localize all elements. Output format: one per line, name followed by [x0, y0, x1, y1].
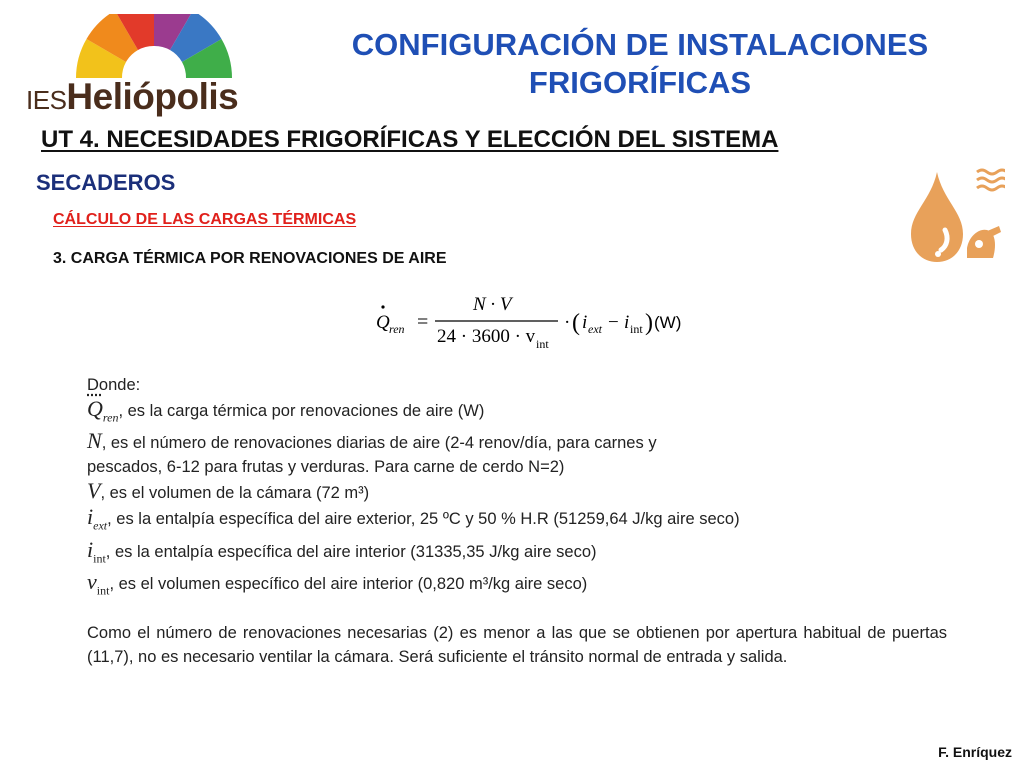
- formula-rparen: ): [645, 310, 653, 336]
- formula-dot-op: ·: [564, 312, 571, 333]
- formula-i-int: i: [624, 312, 630, 333]
- formula-i-ext: i: [582, 312, 588, 333]
- formula-lhs: Q: [376, 312, 390, 333]
- def-n-cont: pescados, 6-12 para frutas y verduras. Para carne de cerdo N=2): [87, 458, 565, 477]
- sym-v-int: $v_{int}$: [87, 569, 110, 598]
- definitions-intro: Donde:: [87, 376, 141, 394]
- item-title: 3. CARGA TÉRMICA POR RENOVACIONES DE AIRE: [53, 250, 447, 267]
- section-title: SECADEROS: [36, 170, 176, 195]
- formula-unit: (W): [654, 313, 682, 332]
- formula-minus: −: [608, 312, 619, 333]
- page-title: [255, 26, 1024, 102]
- def-i-int: $i_{int}$, es la entalpía específica del aire interior (31335,35 J/kg aire seco): [87, 536, 597, 566]
- formula-i-int-sub: int: [630, 322, 643, 336]
- sym-v: V: [87, 478, 101, 504]
- formula-lhs-sub: ren: [389, 322, 405, 336]
- def-v-int: $v_{int}$, es el volumen específico del aire interior (0,820 m³/kg aire seco): [87, 569, 588, 598]
- sym-q-ren: $Q_{ren}$: [87, 396, 119, 425]
- logo: [26, 14, 240, 117]
- drop-steam-icon: [905, 160, 1005, 270]
- logo-brand: Heliópolis: [66, 76, 239, 117]
- sym-i-ext: $i_{ext}$: [87, 504, 108, 533]
- def-n: N, es el número de renovaciones diarias de aire (2-4 renov/día, para carnes y: [87, 428, 657, 454]
- logo-prefix: IES: [26, 85, 67, 115]
- author-footer: F. Enríquez: [938, 744, 1012, 760]
- subsection-title: CÁLCULO DE LAS CARGAS TÉRMICAS: [53, 211, 357, 228]
- def-v: V, es el volumen de la cámara (72 m³): [87, 478, 370, 504]
- logo-text: [26, 76, 238, 118]
- formula-dot: [381, 305, 384, 308]
- sym-i-int: $i_{int}$: [87, 536, 106, 566]
- formula-i-ext-sub: ext: [588, 322, 602, 336]
- formula-denominator: 24 · 3600 · v: [437, 326, 536, 347]
- formula-lparen: (: [572, 310, 580, 336]
- conclusion-text: Como el número de renovaciones necesarias (2) es menor a las que se obtienen por apertura habitual de puertas (11,7), no es necesario ventilar la cámara. Será suficiente el tránsito normal de entrada y salida.: [87, 623, 947, 666]
- def-i-ext: $i_{ext}$, es la entalpía específica del aire exterior, 25 ºC y 50 % H.R (51259,64 J/kg aire seco): [87, 504, 740, 533]
- formula: [372, 290, 692, 352]
- formula-equals: =: [417, 311, 429, 333]
- title-line-2: FRIGORÍFICAS: [528, 65, 752, 100]
- sym-n: N: [87, 428, 102, 454]
- unit-title: UT 4. NECESIDADES FRIGORÍFICAS Y ELECCIÓN DEL SISTEMA: [41, 126, 779, 153]
- formula-denominator-sub: int: [536, 337, 549, 351]
- definitions: [87, 373, 947, 669]
- title-line-1: CONFIGURACIÓN DE INSTALACIONES: [351, 27, 929, 62]
- rainbow-fan-icon: [26, 14, 240, 84]
- def-q-ren: $Q_{ren}$, es la carga térmica por renovaciones de aire (W): [87, 396, 485, 425]
- formula-numerator: N · V: [473, 294, 512, 315]
